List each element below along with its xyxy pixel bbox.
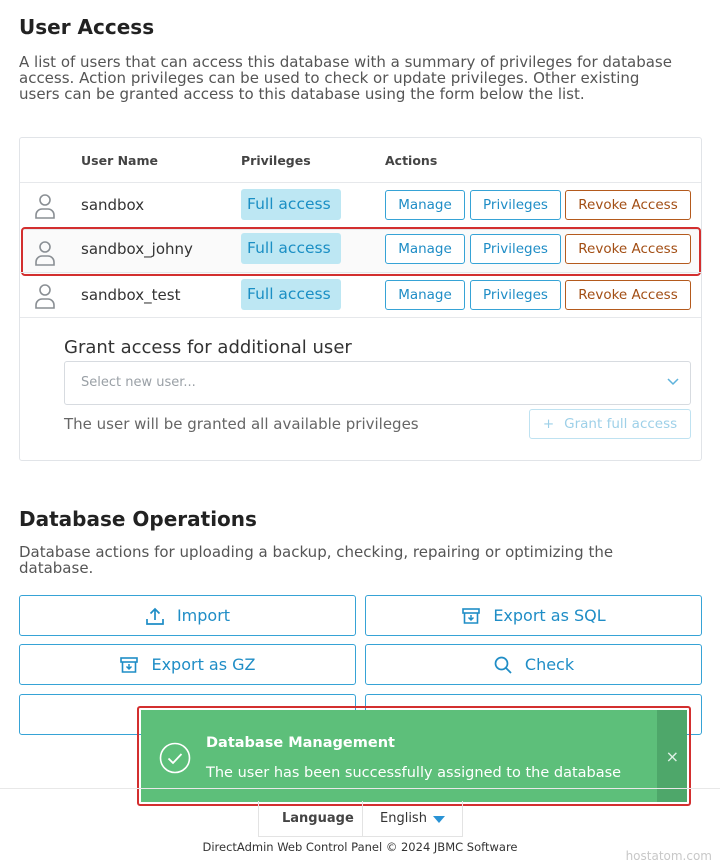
check-circle-icon [159,742,191,774]
database-operations-title: Database Operations [19,507,257,531]
revoke-access-button[interactable]: Revoke Access [565,280,691,310]
user-name: sandbox [81,196,145,214]
column-header-user-name: User Name [81,153,158,168]
archive-icon [461,606,481,626]
user-access-title: User Access [19,15,155,39]
toast-highlight [137,706,691,806]
chevron-down-icon [666,374,680,388]
watermark: hostatom.com [625,849,712,863]
manage-button[interactable]: Manage [385,190,465,220]
search-icon [493,655,513,675]
export-sql-button[interactable] [365,595,702,636]
export-sql-label: Export as SQL [493,606,606,625]
check-button[interactable] [365,644,702,685]
table-row [23,229,699,274]
user-icon [34,240,56,266]
footer-divider [0,788,720,789]
select-new-user-dropdown[interactable] [64,361,691,405]
table-row [20,272,701,317]
user-name: sandbox_test [81,286,181,304]
copyright: DirectAdmin Web Control Panel © 2024 JBMC Software [202,840,518,854]
privilege-badge: Full access [241,279,341,310]
column-header-actions: Actions [385,153,438,168]
privilege-badge: Full access [241,233,341,264]
archive-icon [119,655,139,675]
privileges-button[interactable]: Privileges [470,190,561,220]
language-selector[interactable] [258,801,463,837]
close-icon[interactable]: × [665,747,679,766]
grant-full-access-button[interactable] [529,409,691,439]
user-icon [34,193,56,219]
toast-message: The user has been successfully assigned to the database [206,765,622,781]
divider [20,317,701,318]
user-icon [34,283,56,309]
user-name: sandbox_johny [81,240,193,258]
column-header-privileges: Privileges [241,153,311,168]
caret-down-icon[interactable] [433,816,445,823]
language-label: Language [282,811,354,826]
grant-note: The user will be granted all available privileges [64,415,419,433]
export-gz-button[interactable] [19,644,356,685]
select-placeholder: Select new user... [81,375,196,390]
check-label: Check [524,655,575,674]
import-label: Import [176,606,231,625]
database-operations-description: Database actions for uploading a backup, checking, repairing or optimizing the database. [19,543,614,577]
manage-button[interactable]: Manage [385,280,465,310]
revoke-access-button[interactable]: Revoke Access [565,234,691,264]
import-button[interactable] [19,595,356,636]
users-table [19,137,702,461]
user-access-description: A list of users that can access this database with a summary of privileges for database access. Action privileges can be used to check or update privileges. Other existing users can be granted access to this database using the form below the list. [19,53,672,103]
upload-icon [145,606,165,626]
grant-access-title: Grant access for additional user [64,337,352,358]
privilege-badge: Full access [241,189,341,220]
language-value[interactable]: English [380,811,427,826]
language-separator [362,801,363,836]
export-gz-label: Export as GZ [151,655,256,674]
revoke-access-button[interactable]: Revoke Access [565,190,691,220]
grant-button-label: Grant full access [564,416,678,432]
privileges-button[interactable]: Privileges [470,234,561,264]
manage-button[interactable]: Manage [385,234,465,264]
table-row [20,182,701,227]
privileges-button[interactable]: Privileges [470,280,561,310]
plus-icon: + [542,416,555,432]
toast-title: Database Management [206,735,395,751]
